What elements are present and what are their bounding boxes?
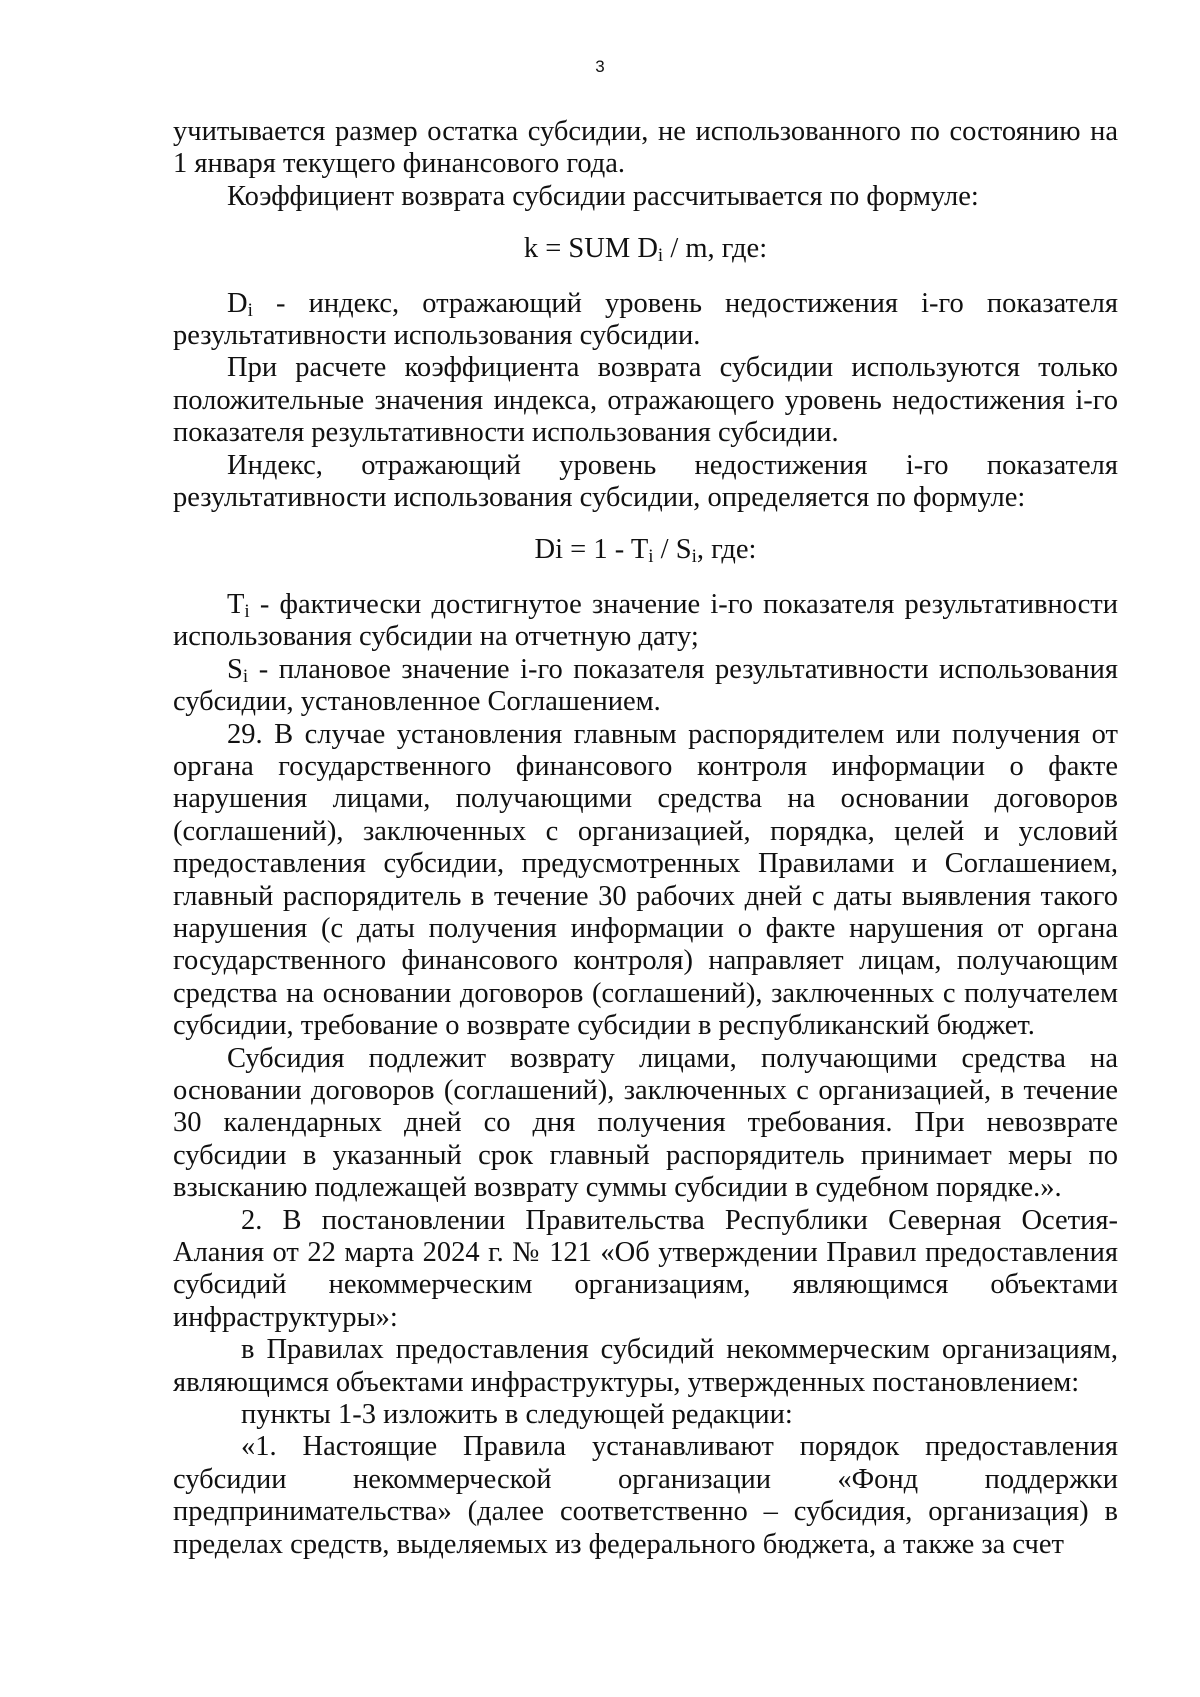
formula-part: / S <box>653 534 692 566</box>
paragraph-remainder-note: учитывается размер остатка субсидии, не использованного по состоянию на 1 января текущего финансового года. <box>173 116 1118 180</box>
formula-subscript: i <box>648 546 654 568</box>
paragraph-index-intro: Индекс, отражающий уровень недостижения i-го показателя результативности использования субсидии, определяется по формуле: <box>173 449 1118 514</box>
formula-part: k = SUM D <box>523 233 658 265</box>
paragraph-positive-values: При расчете коэффициента возврата субсидии используются только положительные значения индекса, отражающего уровень недостижения i-го показателя результативности использования субсидии. <box>173 352 1118 449</box>
paragraph-di-definition <box>173 288 1118 353</box>
paragraph-subsidy-return: Субсидия подлежит возврату лицами, получающими средства на основании договоров (соглашений), заключенных с организацией, в течение 30 календарных дней со дня получения требования. При невозврате субсидии в указанный срок главный распорядитель принимает меры по взысканию подлежащей возврату суммы субсидии в судебном порядке.». <box>173 1042 1118 1204</box>
page-number: 3 <box>595 57 605 76</box>
paragraph-item-29: 29. В случае установления главным распорядителем или получения от органа государственного финансового контроля информации о факте нарушения лицами, получающими средства на основании договоров (соглашений), заключенных с организацией, порядка, целей и условий предоставления субсидии, предусмотренных Правилами и Соглашением, главный распорядитель в течение 30 рабочих дней с даты выявления такого нарушения (с даты получения информации о факте нарушения от органа государственного финансового контроля) направляет лицам, получающим средства на основании договоров (соглашений), заключенных с получателем субсидии, требование о возврате субсидии в республиканский бюджет. <box>173 718 1118 1042</box>
formula-part: / m, где: <box>663 233 768 265</box>
definition-text: - индекс, отражающий уровень недостижения i-го показателя результативности использования субсидии. <box>173 287 1118 352</box>
formula-part: Di = 1 - T <box>534 534 649 566</box>
symbol: S <box>227 653 243 685</box>
paragraph-points-1-3: пункты 1-3 изложить в следующей редакции: <box>241 1399 793 1431</box>
formula-part: , где: <box>696 534 757 566</box>
formula-subscript: i <box>691 546 697 568</box>
definition-text: - плановое значение i-го показателя результативности использования субсидии, установленное Соглашением. <box>173 653 1118 718</box>
paragraph-ti-definition <box>173 589 1118 654</box>
paragraph-item-2: 2. В постановлении Правительства Республики Северная Осетия-Алания от 22 марта 2024 г. № 121 «Об утверждении Правил предоставления субсидий некоммерческим организациям, являющимся объектами инфраструктуры»: <box>173 1204 1118 1333</box>
formula-index <box>173 534 1118 566</box>
paragraph-coefficient-intro: Коэффициент возврата субсидии рассчитывается по формуле: <box>227 180 979 212</box>
symbol: T <box>227 588 245 620</box>
definition-text: - фактически достигнутое значение i-го показателя результативности использования субсидии на отчетную дату; <box>173 588 1118 653</box>
symbol-subscript: i <box>247 299 253 321</box>
paragraph-rules-amendment: в Правилах предоставления субсидий некоммерческим организациям, являющимся объектами инфраструктуры, утвержденных постановлением: <box>173 1334 1118 1398</box>
formula-return-coefficient <box>173 233 1118 265</box>
formula-subscript: i <box>657 245 664 267</box>
symbol-subscript: i <box>242 665 249 687</box>
paragraph-si-definition <box>173 654 1118 719</box>
symbol: D <box>227 287 248 319</box>
symbol-subscript: i <box>244 600 250 622</box>
document-body <box>173 116 1118 1561</box>
paragraph-new-point-1: «1. Настоящие Правила устанавливают порядок предоставления субсидии некоммерческой организации «Фонд поддержки предпринимательства» (далее соответственно – субсидия, организация) в пределах средств, выделяемых из федерального бюджета, а также за счет <box>173 1431 1118 1560</box>
